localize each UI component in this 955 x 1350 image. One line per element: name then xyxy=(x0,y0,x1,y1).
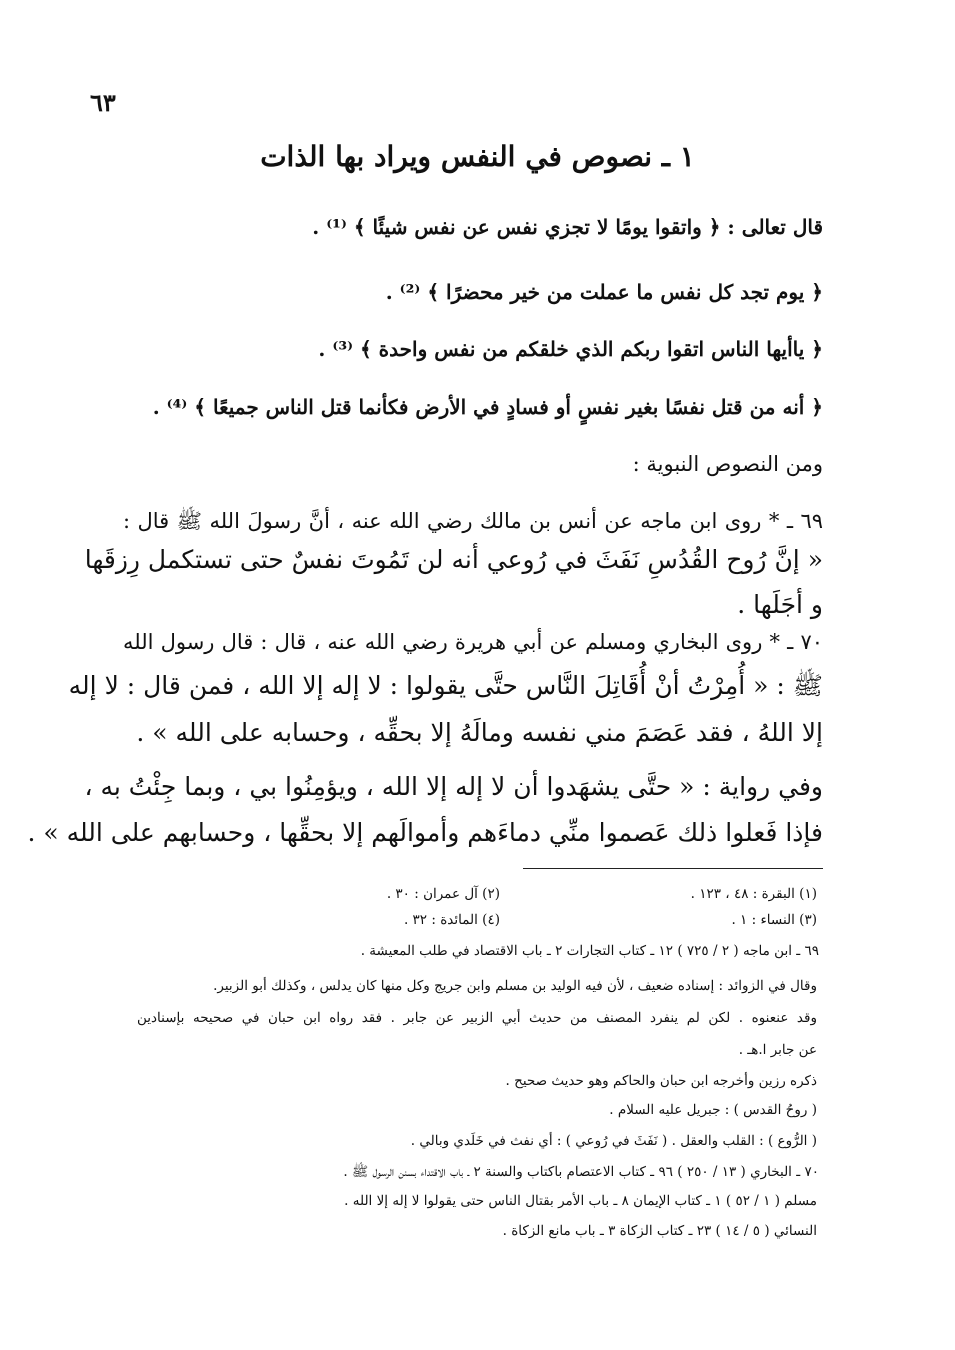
footnote-line: ٧٠ ـ البخاري ( ١٣ / ٢٥٠ ) ٩٦ ـ كتاب الاعتصام باكتاب والسنة ٢ ـ باب الاقتداء بسنن الرسول ﷺ . xyxy=(343,1164,819,1180)
footnote-line: ذكره رزين وأخرجه ابن حبان والحاكم وهو حديث صحيح . xyxy=(505,1073,817,1089)
footnote-line: ٦٩ ـ ابن ماجه ( ٢ / ٧٢٥ ) ١٢ ـ كتاب التجارات ٢ ـ باب الاقتصاد في طلب المعيشة . xyxy=(360,943,819,959)
verse-2: ﴿ يوم تجد كل نفس ما عملت من خير محضرًا ﴾ ⁽²⁾ . xyxy=(385,280,823,304)
footnote-line: وقال في الزوائد : إسناده ضعيف ، لأن فيه الوليد بن مسلم وابن جريج وكل منها كان يدلس ، وكذلك أبو الزبير. xyxy=(213,978,817,994)
footnote-4: (٤) المائدة : ٣٢ . xyxy=(403,912,500,928)
footnote-2: (٢) آل عمران : ٣٠ . xyxy=(386,886,500,902)
hadith-70-line-1: ٧٠ ـ * روى البخاري ومسلم عن أبي هريرة رضي الله عنه ، قال : قال رسول الله xyxy=(123,630,823,654)
verse-4: ﴿ أنه من قتل نفسًا بغير نفسٍ أو فسادٍ في الأرض فكأنما قتل الناس جميعًا ﴾ ⁽⁴⁾ . xyxy=(152,395,823,419)
nabawi-intro: ومن النصوص النبوية : xyxy=(632,452,823,476)
hadith-69-line-1: ٦٩ ـ * روى ابن ماجه عن أنس بن مالك رضي الله عنه ، أنَّ رسولَ الله ﷺ قال : xyxy=(123,509,823,533)
hadith-69-line-2: « إنَّ رُوح القُدُسِ نَفَثَ في رُوعي أنه لن تَمُوتَ نفسٌ حتى تستكمل رِزقَها xyxy=(84,545,823,574)
footnote-line: عن جابر ا.هـ . xyxy=(738,1042,817,1058)
riwaya-line-1: وفي رواية : « حتَّى يشهَدوا أن لا إله إلا الله ، ويؤمِنُوا بي ، وبما جِئْتُ به ، xyxy=(84,772,823,801)
footnote-3: (٣) النساء : ١ . xyxy=(731,912,817,928)
page-number: ٦٣ xyxy=(90,88,116,117)
verse-1: قال تعالى : ﴿ واتقوا يومًا لا تجزي نفس عن نفس شيئًا ﴾ ⁽¹⁾ . xyxy=(312,215,823,239)
riwaya-line-2: فإذا فَعلوا ذلك عَصموا منِّي دماءَهم وأموالَهم إلا بحقِّها ، وحسابهم على الله » . xyxy=(27,818,823,847)
section-title: ١ ـ نصوص في النفس ويراد بها الذات xyxy=(260,140,695,173)
hadith-70-line-3: إلا اللهُ ، فقد عَصَمَ مني نفسه ومالَهُ إلا بحقِّه ، وحسابه على الله » . xyxy=(136,718,823,747)
footnote-line: ( الرُّوع ) : القلب والعقل . ( نَفَثَ في رُوعي ) : أي نفث في خَلَدي وبالي . xyxy=(410,1133,817,1149)
hadith-69-line-3: و أجَلَها . xyxy=(737,590,823,619)
footnote-line: ( روحُ القدس ) : جبريل عليه السلام . xyxy=(609,1102,817,1118)
hadith-70-line-2: ﷺ : « أُمِرْتُ أنْ أُقَاتِلَ النَّاس حتَّى يقولوا : لا إله إلا الله ، فمن قال : لا إله xyxy=(68,671,823,700)
footnote-line: النسائي ( ٥ / ١٤ ) ٢٣ ـ كتاب الزكاة ٣ ـ باب مانع الزكاة . xyxy=(502,1223,817,1239)
footnote-line: مسلم ( ١ / ٥٢ ) ١ ـ كتاب الإيمان ٨ ـ باب الأمر بقتال الناس حتى يقولوا لا إله إلا الله . xyxy=(344,1193,817,1209)
verse-3: ﴿ ياأيها الناس اتقوا ربكم الذي خلقكم من نفس واحدة ﴾ ⁽³⁾ . xyxy=(318,337,823,361)
footnote-line: وقد عنعنوه . لكن لم ينفرد المصنف من حديث أبي الزبير عن جابر . فقد رواه ابن حبان في صحيحه بإسنادين xyxy=(137,1010,817,1026)
footnote-1: (١) البقرة : ٤٨ ، ١٢٣ . xyxy=(690,886,817,902)
footnote-separator xyxy=(523,868,823,869)
